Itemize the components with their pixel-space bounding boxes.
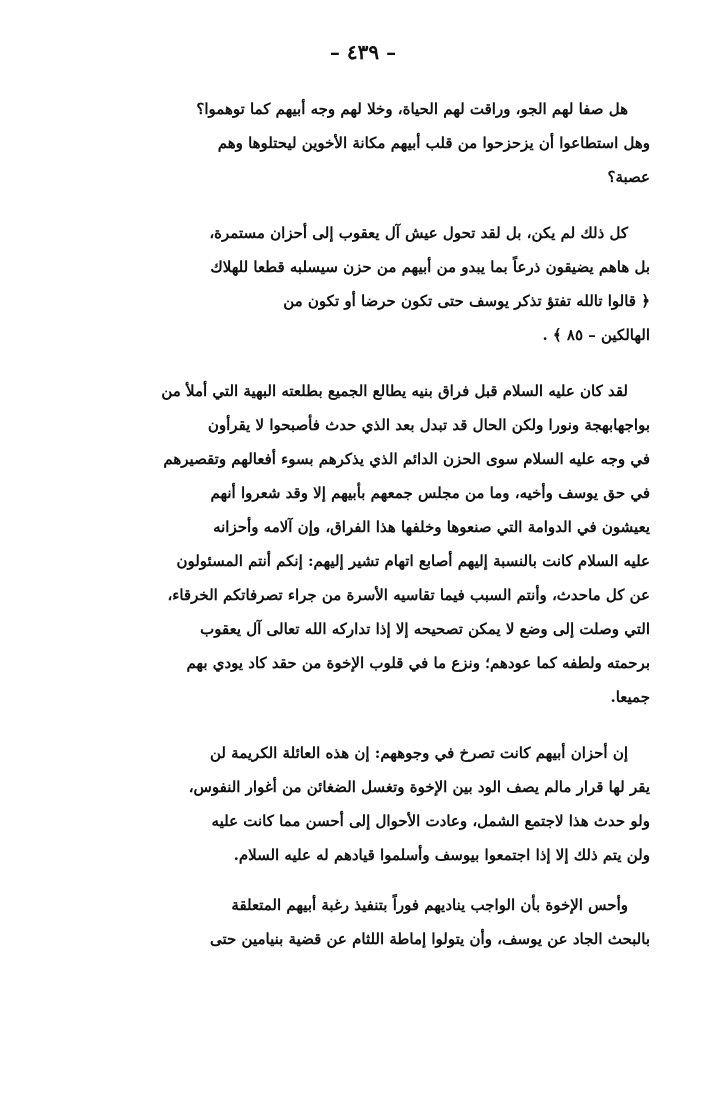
text-line: هل صفا لهم الجو، وراقت لهم الحياة، وخلا لهم وجه أبيهم كما توهموا؟	[196, 100, 628, 118]
text-line: ولن يتم ذلك إلا إذا اجتمعوا بيوسف وأسلموا قيادهم له عليه السلام.	[233, 846, 650, 864]
text-line: التي وصلت إلى وضع لا يمكن تصحيحه إلا إذا تداركه الله تعالى آل يعقوب	[200, 620, 650, 638]
paragraph-5	[60, 888, 650, 956]
text-line: لقد كان عليه السلام قبل فراق بنيه يطالع الجميع بطلعته البهية التي أملأ من	[161, 382, 628, 400]
text-line: وهل استطاعوا أن يزحزحوا من قلب أبيهم مكانة الأخوين ليحتلوها وهم	[217, 134, 650, 152]
text-line: وأحس الإخوة بأن الواجب يناديهم فوراً بتنفيذ رغبة أبيهم المتعلقة	[231, 896, 628, 914]
paragraph-1	[60, 92, 650, 194]
quran-verse-line: الهالكين – ٨٥ ﴾ .	[542, 326, 650, 344]
text-line: بواجهابهجة ونورا ولكن الحال قد تبدل بعد الذي حدث فأصبحوا لا يقرأون	[207, 416, 650, 434]
text-line: كل ذلك لم يكن، بل لقد تحول عيش آل يعقوب إلى أحزان مستمرة،	[209, 224, 628, 242]
text-line: بالبحث الجاد عن يوسف، وأن يتولوا إماطة اللثام عن قضية بنيامين حتى	[210, 930, 650, 948]
text-line: برحمته ولطفه كما عودهم؛ ونزع ما في قلوب الإخوة من حقد كاد يودي بهم	[186, 654, 650, 672]
text-line: عليه السلام كانت بالنسبة إليهم أصابع اتهام تشير إليهم: إنكم أنتم المسئولون	[176, 552, 650, 570]
text-line: في وجه عليه السلام سوى الحزن الدائم الذي يذكرهم بسوء أفعالهم وتقصيرهم	[163, 450, 650, 468]
text-line: بل هاهم يضيقون ذرعاً بما يبدو من أبيهم من حزن سيسلبه قطعا للهلاك	[210, 258, 650, 276]
text-line: يقر لها قرار مالم يصف الود بين الإخوة وتغسل الضغائن من أغوار النفوس،	[188, 778, 650, 796]
text-line: يعيشون في الدوامة التي صنعوها وخلفها هذا الفراق، وإن آلامه وأحزانه	[213, 518, 650, 536]
paragraph-4	[60, 736, 650, 872]
text-line: عصبة؟	[607, 168, 650, 186]
page-body	[60, 92, 650, 956]
paragraph-3	[60, 374, 650, 714]
quran-verse-line: ﴿ قالوا تالله تفتؤ تذكر يوسف حتى تكون حرضا أو تكون من	[283, 292, 650, 310]
text-line: ولو حدث هذا لاجتمع الشمل، وعادت الأحوال إلى أحسن مما كانت عليه	[211, 812, 650, 830]
paragraph-2	[60, 216, 650, 352]
text-line: إن أحزان أبيهم كانت تصرخ في وجوههم: إن هذه العائلة الكريمة لن	[209, 744, 628, 762]
text-line: في حق يوسف وأخيه، وما من مجلس جمعهم بأبيهم إلا وقد شعروا أنهم	[210, 484, 650, 502]
text-line: جميعا.	[610, 688, 650, 706]
text-line: عن كل ماحدث، وأنتم السبب فيما تقاسيه الأسرة من جراء تصرفاتكم الخرقاء،	[167, 586, 650, 604]
page-number: – ٤٣٩ –	[329, 40, 397, 64]
